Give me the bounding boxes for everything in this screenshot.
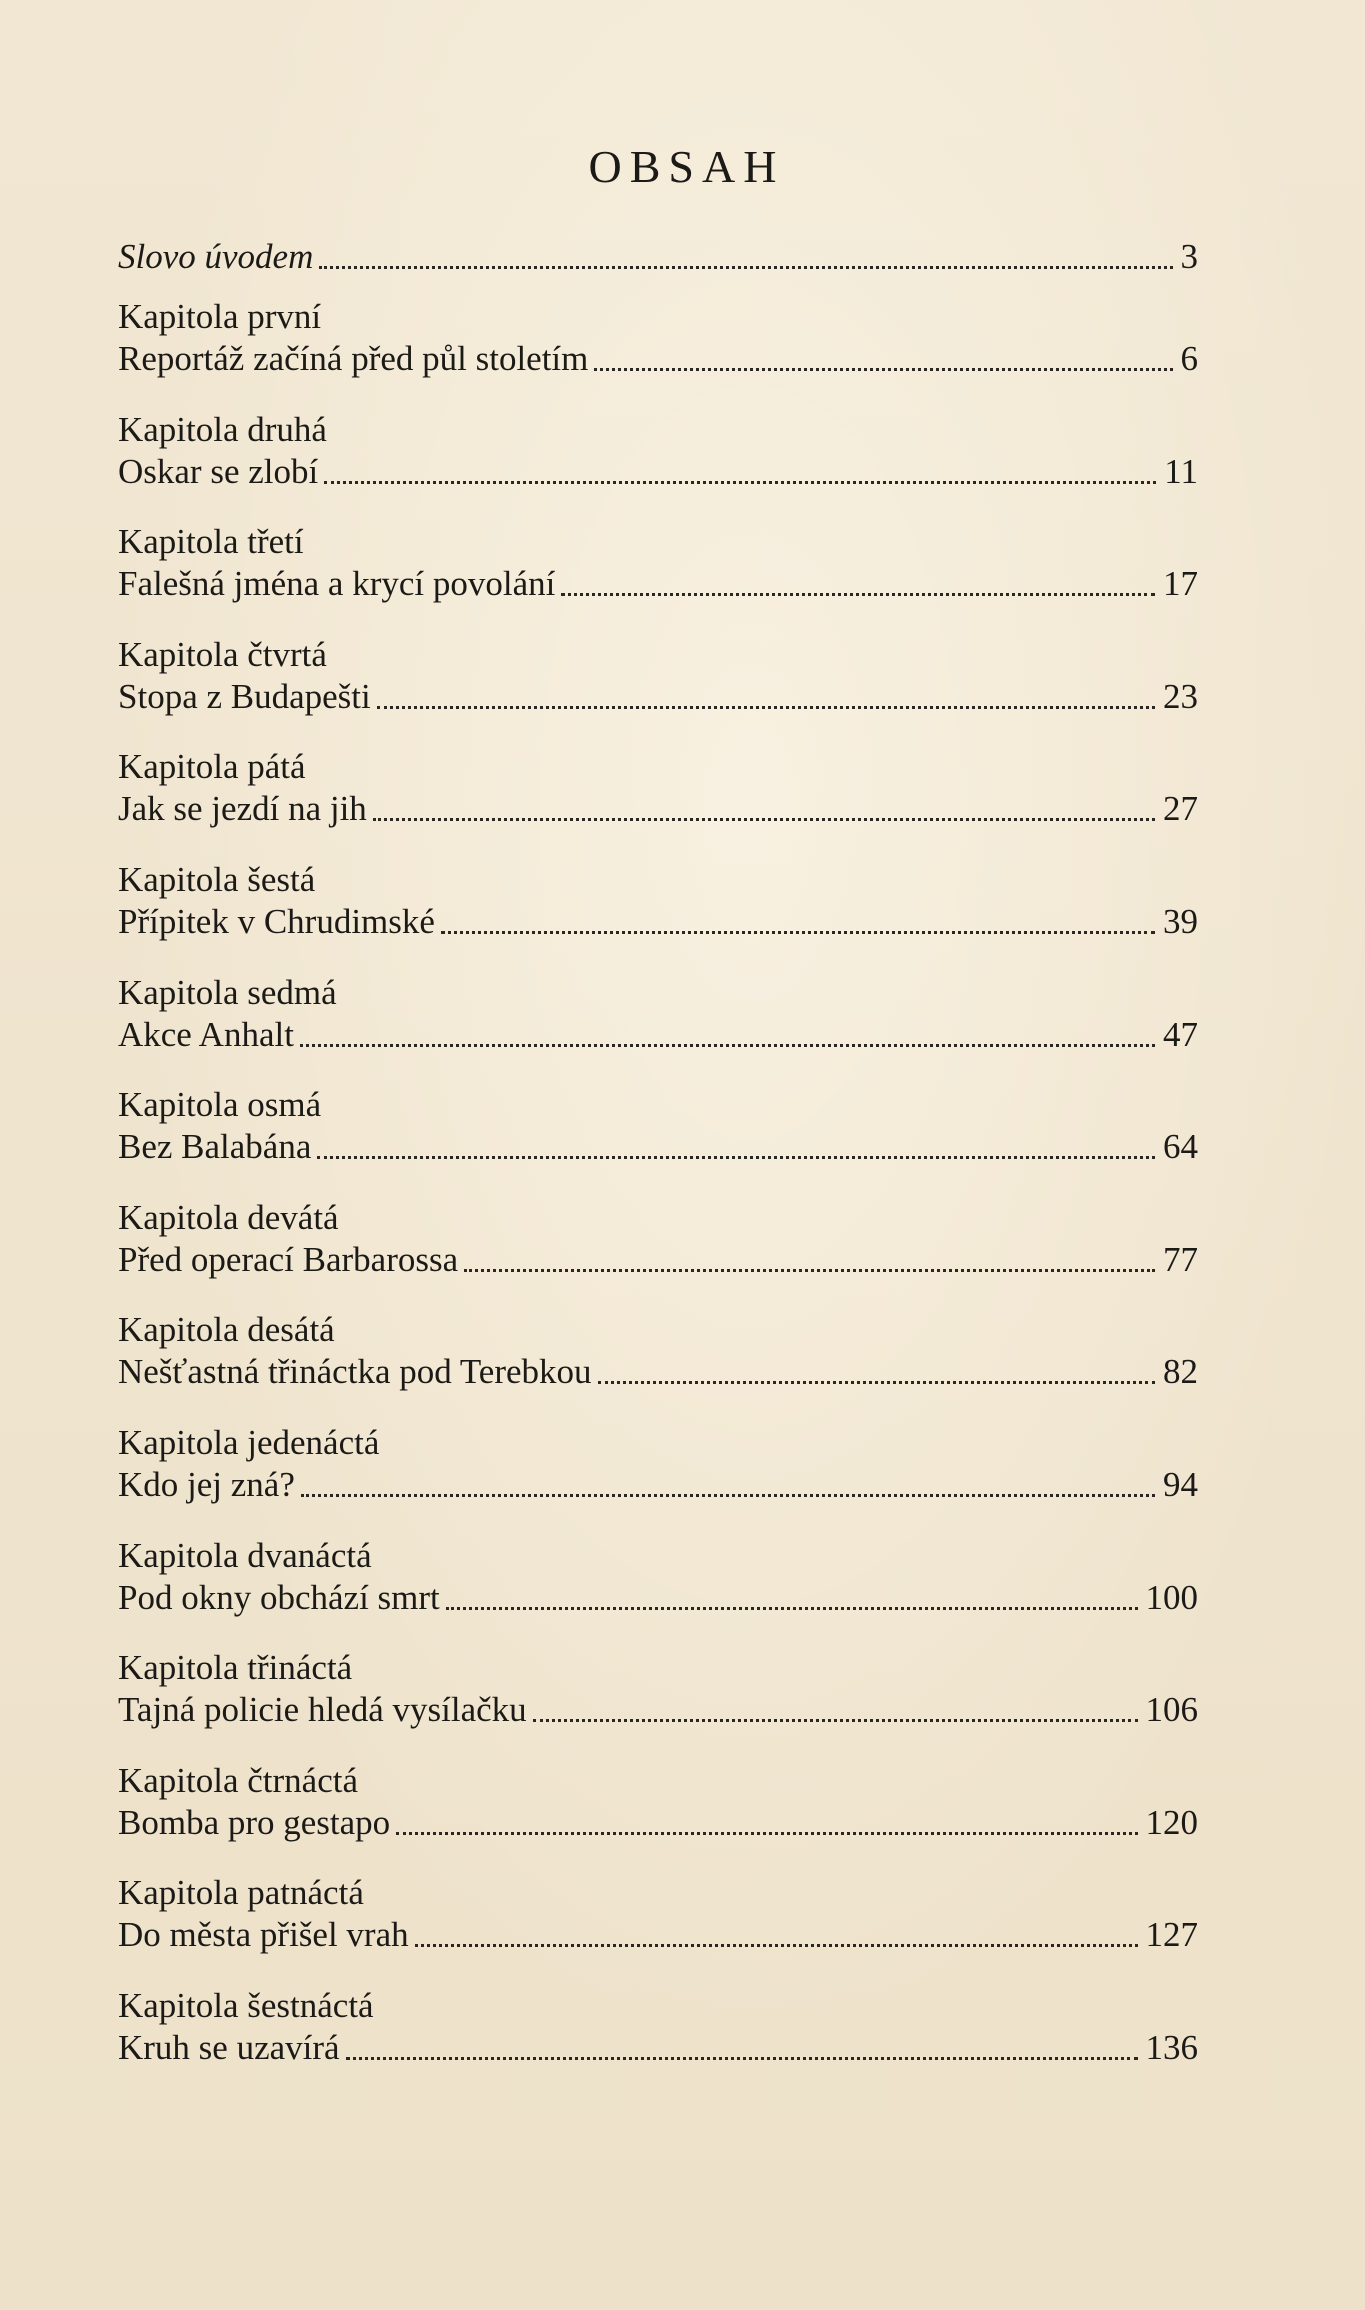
toc-entry-title: Bomba pro gestapo [118,1802,391,1842]
toc-page-number: 39 [1163,902,1198,941]
chapter-heading: Kapitola třetí [118,522,304,562]
leader-dots [415,1944,1138,1947]
page-title: OBSAH [588,141,785,192]
toc-entry-title: Bez Balabána [118,1127,312,1167]
toc-entry [118,1343,1198,1393]
toc-entry-title: Kdo jej zná? [118,1465,295,1504]
toc-page-number: 94 [1163,1465,1198,1504]
leader-dots [598,1381,1155,1384]
toc-entry-title: Oskar se zlobí [118,451,319,491]
toc-entry [118,2019,1198,2069]
chapter-heading: Kapitola sedmá [118,972,337,1012]
toc-entry [118,443,1198,493]
toc-entry-title: Falešná jména a krycí povolání [118,564,556,604]
toc-entry-title: Do města přišel vrah [118,1915,409,1955]
toc-entry-title: Před operací Barbarossa [118,1239,459,1279]
toc-entry-title: Jak se jezdí na jih [118,789,367,829]
toc-page-number: 47 [1163,1014,1198,1054]
toc-entry [118,330,1198,380]
toc-page-number: 106 [1145,1690,1198,1730]
leader-dots [324,481,1156,484]
leader-dots [464,1269,1155,1272]
toc-entry [118,1681,1198,1731]
chapter-heading: Kapitola třináctá [118,1648,353,1688]
toc-page-number: 64 [1163,1127,1198,1167]
toc-page-number: 6 [1180,339,1198,378]
toc-entry-title: Přípitek v Chrudimské [118,902,435,941]
leader-dots [346,2057,1138,2060]
toc-page-number: 82 [1163,1352,1198,1392]
toc-entry-title: Tajná policie hledá vysílačku [118,1690,527,1730]
toc-entry [118,1456,1198,1506]
chapter-heading: Kapitola devátá [118,1197,339,1237]
leader-dots [441,931,1155,934]
toc-entry-title: Pod okny obchází smrt [118,1577,440,1617]
toc-entry-title: Stopa z Budapešti [118,676,371,716]
chapter-heading: Kapitola jedenáctá [118,1423,380,1462]
toc-entry [118,893,1198,943]
toc-entry-intro [118,228,1198,278]
chapter-heading: Kapitola dvanáctá [118,1535,372,1575]
toc-entry [118,1569,1198,1619]
leader-dots [317,1156,1155,1159]
leader-dots [300,1044,1155,1047]
toc-entry [118,1006,1198,1056]
toc-entry [118,1794,1198,1844]
leader-dots [396,1832,1137,1835]
chapter-heading: Kapitola patnáctá [118,1873,364,1913]
toc-page-number: 77 [1163,1239,1198,1279]
toc-page-number: 100 [1145,1577,1198,1617]
toc-page-number: 127 [1145,1915,1198,1955]
toc-page-number: 3 [1180,237,1198,276]
leader-dots [301,1494,1155,1497]
toc-entry-title: Reportáž začíná před půl stoletím [118,339,589,378]
toc-entry-title: Slovo úvodem [118,237,314,276]
chapter-heading: Kapitola první [118,297,322,336]
chapter-heading: Kapitola čtrnáctá [118,1760,359,1800]
toc-entry [118,780,1198,830]
chapter-heading: Kapitola druhá [118,409,327,449]
chapter-heading: Kapitola desátá [118,1310,335,1350]
leader-dots [533,1719,1138,1722]
toc-entry [118,1231,1198,1281]
chapter-heading: Kapitola osmá [118,1085,322,1125]
toc-entry [118,668,1198,718]
toc-entry [118,555,1198,605]
chapter-heading: Kapitola šestnáctá [118,1986,374,2025]
toc-page-number: 17 [1163,564,1198,604]
toc-entry-title: Nešťastná třináctka pod Terebkou [118,1352,592,1392]
toc-page-number: 136 [1145,2028,1198,2067]
leader-dots [446,1607,1138,1610]
chapter-heading: Kapitola čtvrtá [118,634,327,674]
leader-dots [561,593,1155,596]
leader-dots [319,266,1172,269]
leader-dots [377,706,1155,709]
toc-entry [118,1906,1198,1956]
chapter-heading: Kapitola pátá [118,747,306,787]
leader-dots [594,368,1172,371]
toc-page-number: 27 [1163,789,1198,829]
toc-page-number: 11 [1164,451,1198,491]
toc-entry-title: Akce Anhalt [118,1014,294,1054]
leader-dots [373,818,1155,821]
toc-page-number: 120 [1145,1802,1198,1842]
toc-entry [118,1118,1198,1168]
toc-page-number: 23 [1163,676,1198,716]
chapter-heading: Kapitola šestá [118,860,316,899]
toc-entry-title: Kruh se uzavírá [118,2028,340,2067]
